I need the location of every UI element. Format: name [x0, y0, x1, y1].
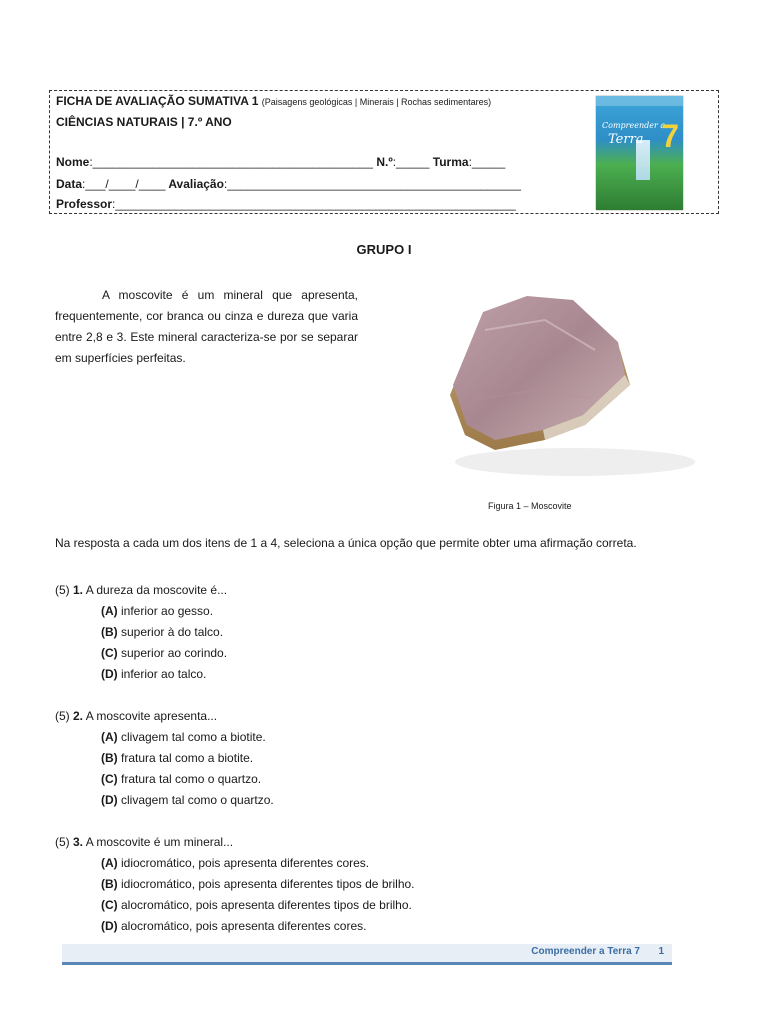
cover-title-line2: Terra — [608, 132, 644, 147]
group-title: GRUPO I — [356, 242, 412, 257]
option-c[interactable] — [55, 643, 227, 664]
teacher-blank[interactable]: :____________________________________________________________ — [112, 197, 516, 211]
option-letter: (A) — [101, 856, 118, 870]
option-text: fratura tal como a biotite. — [117, 751, 254, 765]
cover-number: 7 — [661, 118, 679, 154]
title-text: FICHA DE AVALIAÇÃO SUMATIVA 1 — [56, 94, 259, 108]
worksheet-title — [56, 94, 491, 108]
option-letter: (C) — [101, 646, 118, 660]
question-stem — [55, 580, 227, 601]
option-text: fratura tal como o quartzo. — [117, 772, 262, 786]
title-topics: (Paisagens geológicas | Minerais | Rochas sedimentares) — [261, 97, 492, 107]
name-blank[interactable]: :__________________________________________ — [89, 155, 373, 169]
option-text: inferior ao gesso. — [117, 604, 214, 618]
question-3 — [55, 832, 415, 937]
option-c[interactable] — [55, 769, 274, 790]
question-stem — [55, 706, 274, 727]
muscovite-mineral-image — [425, 290, 715, 485]
book-cover-image — [596, 96, 683, 210]
option-text: clivagem tal como o quartzo. — [117, 793, 274, 807]
question-text: A dureza da moscovite é... — [83, 583, 228, 597]
option-a[interactable] — [55, 853, 415, 874]
page-footer — [62, 944, 672, 965]
option-d[interactable] — [55, 664, 227, 685]
option-letter: (B) — [101, 751, 118, 765]
option-text: superior ao corindo. — [117, 646, 228, 660]
cover-stripe — [596, 96, 683, 106]
name-label: Nome — [56, 155, 90, 169]
question-number: 2. — [73, 709, 84, 723]
option-b[interactable] — [55, 748, 274, 769]
question-points: (5) — [55, 835, 73, 849]
date-line — [56, 177, 521, 191]
date-label: Data — [56, 177, 83, 191]
instructions-text: Na resposta a cada um dos itens de 1 a 4, seleciona a única opção que permite obter uma afirmação correta. — [55, 536, 637, 550]
evaluation-label: Avaliação — [168, 177, 224, 191]
number-label: N.º — [376, 155, 393, 169]
question-number: 1. — [73, 583, 84, 597]
option-letter: (A) — [101, 604, 118, 618]
name-line — [56, 155, 505, 169]
option-c[interactable] — [55, 895, 415, 916]
question-text: A moscovite apresenta... — [83, 709, 218, 723]
option-b[interactable] — [55, 622, 227, 643]
question-text: A moscovite é um mineral... — [83, 835, 234, 849]
option-text: idiocromático, pois apresenta diferentes tipos de brilho. — [117, 877, 415, 891]
option-letter: (C) — [101, 772, 118, 786]
option-text: inferior ao talco. — [117, 667, 207, 681]
option-letter: (D) — [101, 667, 118, 681]
figure-caption: Figura 1 – Moscovite — [488, 501, 572, 511]
question-points: (5) — [55, 709, 73, 723]
question-number: 3. — [73, 835, 84, 849]
number-blank[interactable]: :_____ — [392, 155, 430, 169]
option-text: idiocromático, pois apresenta diferentes cores. — [117, 856, 370, 870]
teacher-line — [56, 197, 516, 211]
date-blank[interactable]: :___/____/____ — [82, 177, 166, 191]
option-letter: (D) — [101, 793, 118, 807]
option-b[interactable] — [55, 874, 415, 895]
cover-title-line1: Compreender a — [602, 121, 666, 130]
option-text: superior à do talco. — [117, 625, 224, 639]
footer-book-title: Compreender a Terra 7 — [531, 946, 640, 957]
option-letter: (D) — [101, 919, 118, 933]
intro-paragraph: A moscovite é um mineral que apresenta, frequentemente, cor branca ou cinza e dureza que varia entre 2,8 e 3. Este mineral caracteriza-se por se separar em superfícies perfeitas. — [55, 288, 358, 365]
class-blank[interactable]: :_____ — [468, 155, 506, 169]
question-stem — [55, 832, 415, 853]
evaluation-blank[interactable]: :____________________________________________ — [223, 177, 521, 191]
question-points: (5) — [55, 583, 73, 597]
teacher-label: Professor — [56, 197, 113, 211]
option-text: clivagem tal como a biotite. — [117, 730, 266, 744]
subject-line: CIÊNCIAS NATURAIS | 7.º ANO — [56, 115, 232, 129]
option-d[interactable] — [55, 790, 274, 811]
option-a[interactable] — [55, 601, 227, 622]
option-letter: (B) — [101, 877, 118, 891]
option-text: alocromático, pois apresenta diferentes cores. — [117, 919, 367, 933]
class-label: Turma — [432, 155, 469, 169]
option-letter: (B) — [101, 625, 118, 639]
page-number: 1 — [658, 946, 664, 957]
option-a[interactable] — [55, 727, 274, 748]
question-1 — [55, 580, 227, 685]
option-letter: (C) — [101, 898, 118, 912]
question-2 — [55, 706, 274, 811]
option-d[interactable] — [55, 916, 415, 937]
option-text: alocromático, pois apresenta diferentes tipos de brilho. — [117, 898, 412, 912]
option-letter: (A) — [101, 730, 118, 744]
